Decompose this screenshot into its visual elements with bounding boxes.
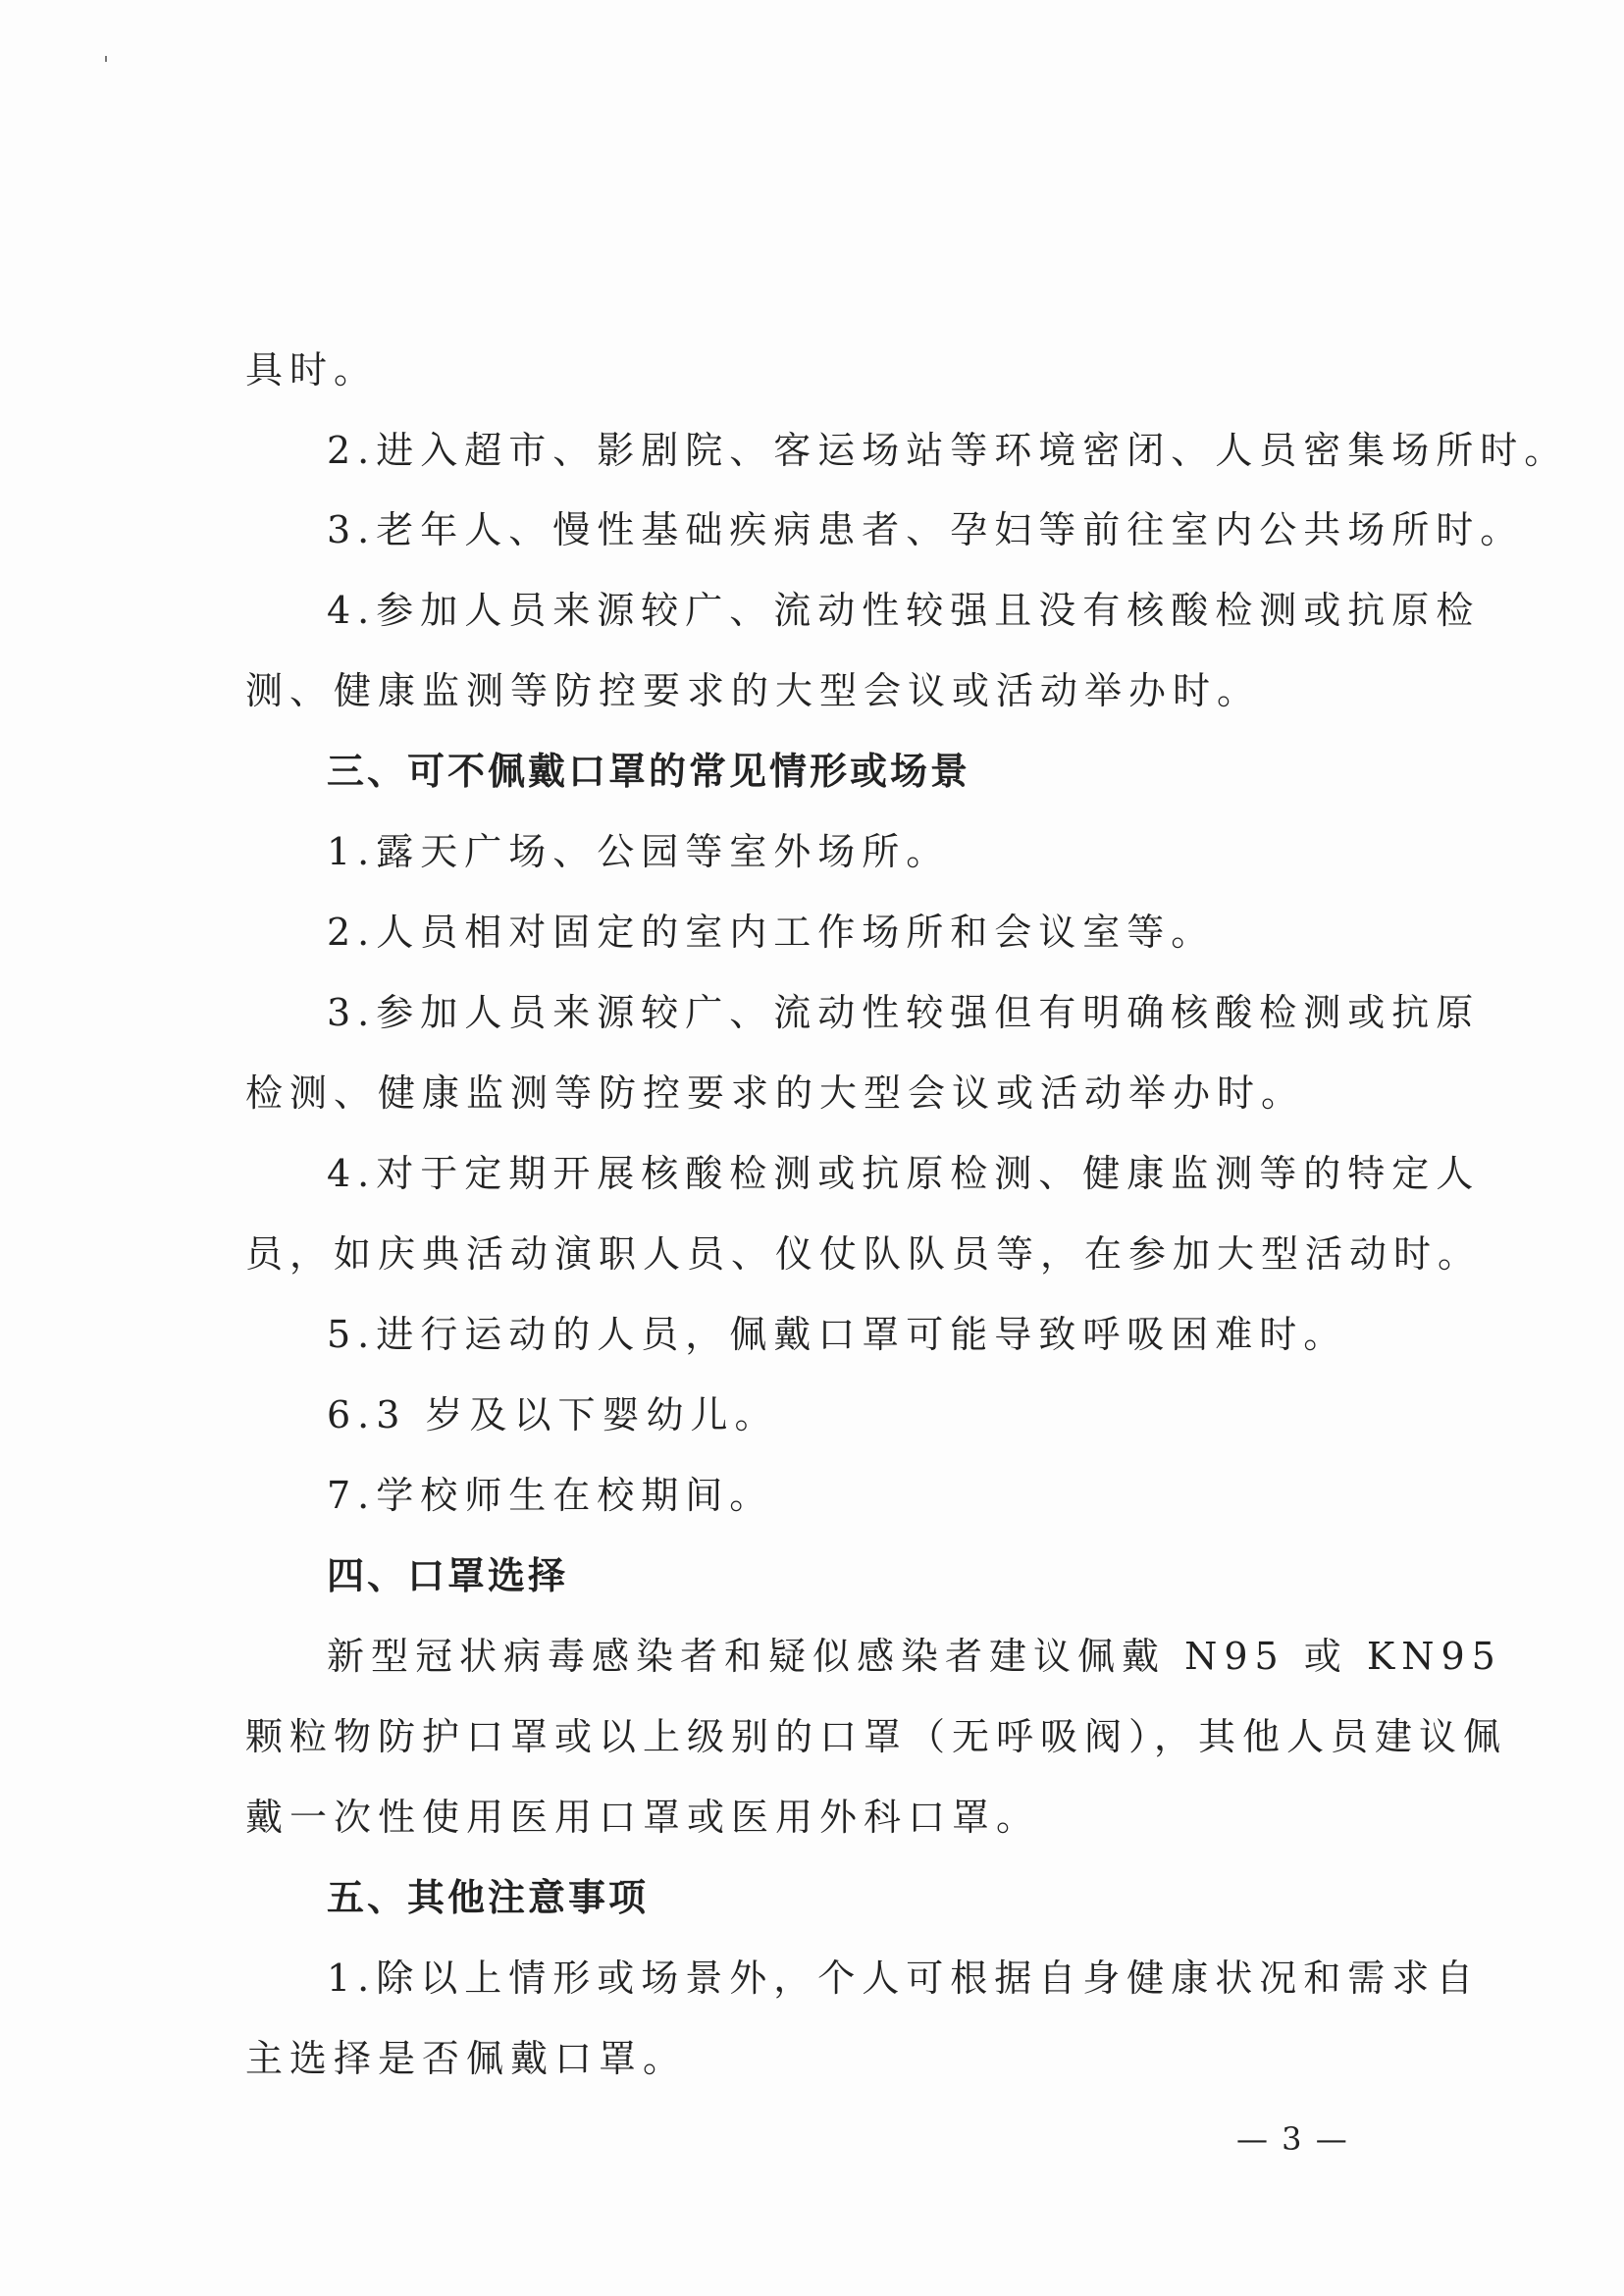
scan-mark: [105, 56, 107, 62]
text-line: 3.参加人员来源较广、流动性较强但有明确核酸检测或抗原: [327, 991, 1481, 1034]
section-heading: 五、其他注意事项: [327, 1876, 650, 1919]
text-line: 主选择是否佩戴口罩。: [245, 2037, 688, 2080]
text-line: 员，如庆典活动演职人员、仪仗队队员等，在参加大型活动时。: [245, 1232, 1483, 1276]
text-line: 新型冠状病毒感染者和疑似感染者建议佩戴 N95 或 KN95: [327, 1635, 1502, 1678]
section-heading: 三、可不佩戴口罩的常见情形或场景: [327, 750, 971, 793]
text-line: 2.进入超市、影剧院、客运场站等环境密闭、人员密集场所时。: [327, 429, 1569, 472]
text-line: 4.参加人员来源较广、流动性较强且没有核酸检测或抗原检: [327, 589, 1481, 632]
text-line: 2.人员相对固定的室内工作场所和会议室等。: [327, 911, 1216, 954]
text-line: 颗粒物防护口罩或以上级别的口罩（无呼吸阀），其他人员建议佩: [245, 1715, 1508, 1758]
text-line: 具时。: [245, 348, 379, 391]
text-line: 7.学校师生在校期间。: [327, 1474, 774, 1517]
page-number: — 3 —: [1236, 2120, 1349, 2158]
text-line: 6.3 岁及以下婴幼儿。: [327, 1393, 779, 1436]
text-line: 3.老年人、慢性基础疾病患者、孕妇等前往室内公共场所时。: [327, 508, 1525, 551]
text-line: 5.进行运动的人员，佩戴口罩可能导致呼吸困难时。: [327, 1313, 1348, 1356]
text-line: 测、健康监测等防控要求的大型会议或活动举办时。: [245, 669, 1262, 712]
section-heading: 四、口罩选择: [327, 1554, 569, 1597]
text-line: 1.除以上情形或场景外，个人可根据自身健康状况和需求自: [327, 1957, 1481, 2000]
text-line: 1.露天广场、公园等室外场所。: [327, 830, 951, 873]
text-line: 检测、健康监测等防控要求的大型会议或活动举办时。: [245, 1071, 1306, 1115]
text-line: 戴一次性使用医用口罩或医用外科口罩。: [245, 1796, 1041, 1839]
text-line: 4.对于定期开展核酸检测或抗原检测、健康监测等的特定人: [327, 1152, 1481, 1195]
